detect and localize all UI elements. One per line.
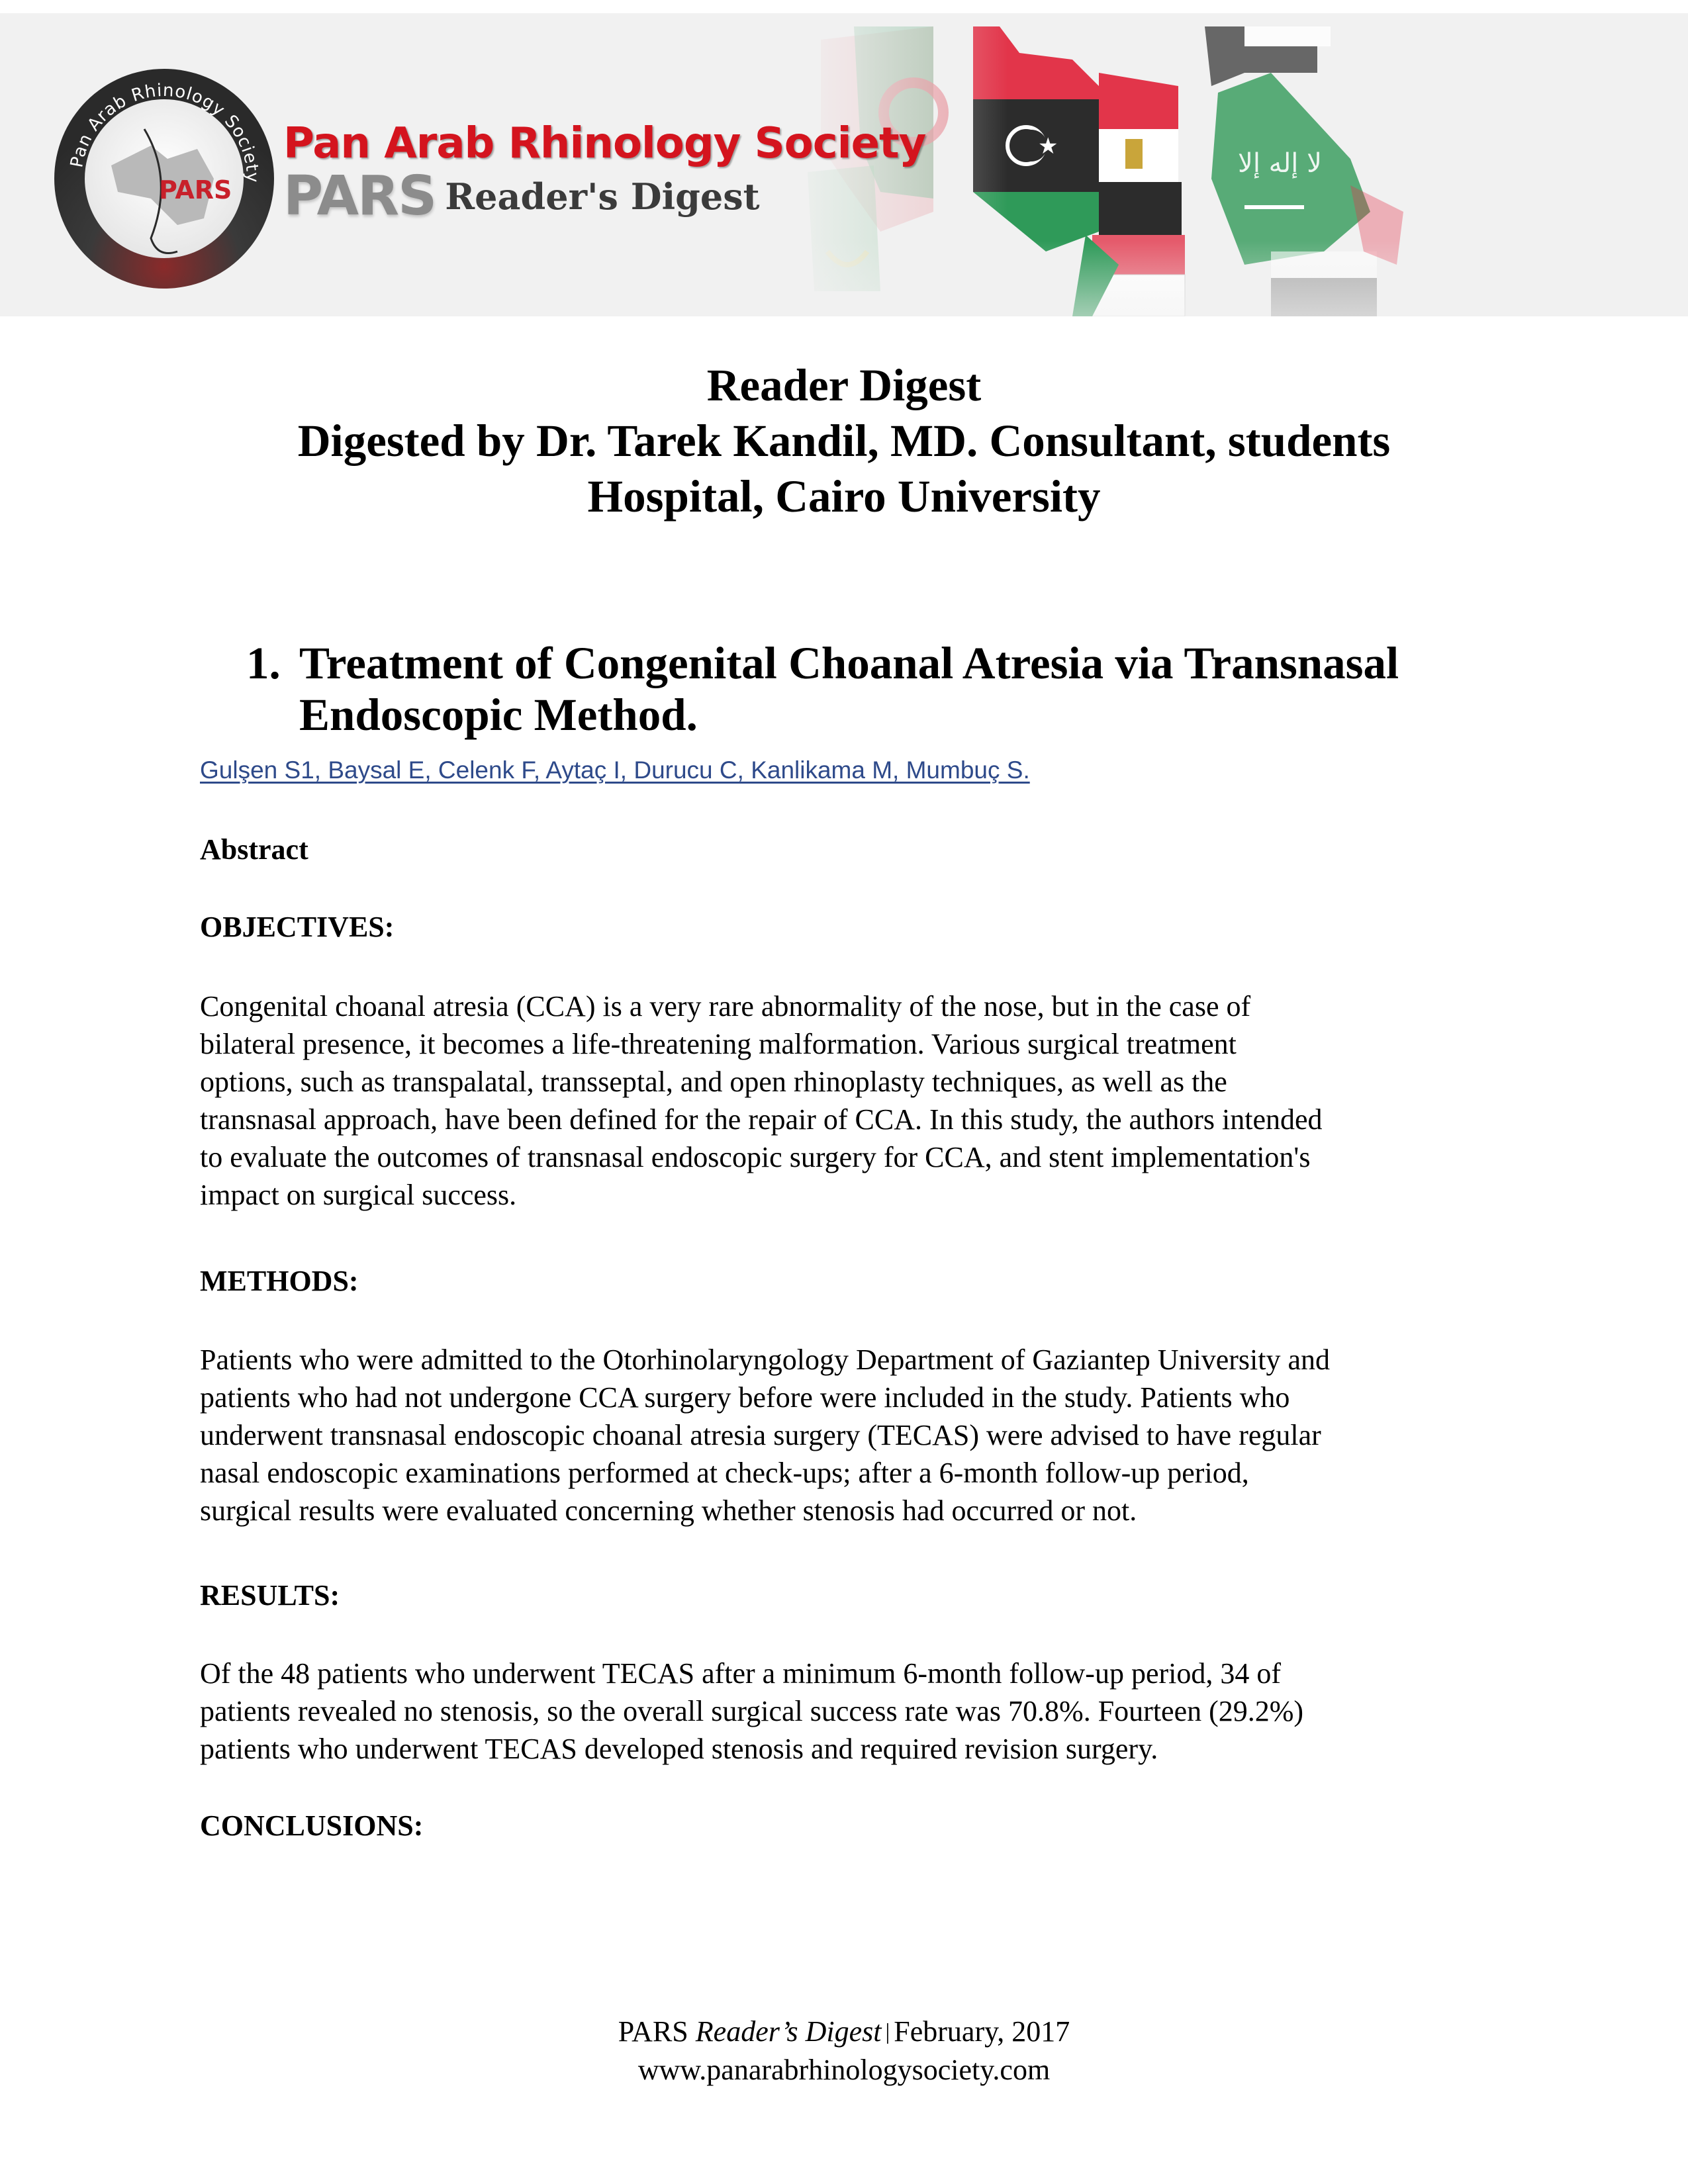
paragraph-line: Congenital choanal atresia (CCA) is a very rare abnormality of the nose, but in the case of	[200, 990, 1251, 1023]
banner-brand: PARS	[283, 165, 436, 228]
banner-title: Pan Arab Rhinology Society	[283, 119, 926, 168]
paragraph-line: bilateral presence, it becomes a life-threatening malformation. Various surgical treatment	[200, 1028, 1237, 1060]
paragraph-line: transnasal approach, have been defined for the repair of CCA. In this study, the authors intended	[200, 1103, 1323, 1136]
footer-website[interactable]: www.panarabrhinologysociety.com	[637, 2054, 1051, 2086]
methods-label: METHODS:	[200, 1265, 359, 1297]
footer-brand: PARS	[618, 2015, 688, 2048]
authors-link[interactable]: Gulşen S1, Baysal E, Celenk F, Aytaç I, Durucu C, Kanlikama M, Mumbuç S.	[200, 756, 1030, 784]
article-title-line: Endoscopic Method.	[299, 690, 698, 740]
page-footer	[0, 2014, 1688, 2088]
paragraph-line: Of the 48 patients who underwent TECAS after a minimum 6-month follow-up period, 34 of	[200, 1657, 1282, 1690]
footer-separator: |	[885, 2020, 890, 2044]
article-title-line: Treatment of Congenital Choanal Atresia via Transnasal	[299, 638, 1399, 688]
banner-subtitle	[283, 165, 760, 228]
objectives-label: OBJECTIVES:	[200, 911, 395, 943]
footer-publication: Reader’s Digest	[695, 2015, 882, 2048]
paragraph-line: Patients who were admitted to the Otorhinolaryngology Department of Gaziantep University and	[200, 1343, 1330, 1376]
paragraph-line: to evaluate the outcomes of transnasal endoscopic surgery for CCA, and stent implementation's	[200, 1141, 1311, 1173]
results-label: RESULTS:	[200, 1579, 340, 1612]
objectives-paragraph	[200, 987, 1524, 1214]
methods-paragraph	[200, 1341, 1524, 1529]
logo-ring-text: Pan Arab Rhinology Society	[67, 80, 263, 183]
paragraph-line: patients revealed no stenosis, so the overall surgical success rate was 70.8%. Fourteen (29.2%)	[200, 1695, 1304, 1727]
article-number: 1.	[246, 638, 281, 688]
results-paragraph	[200, 1655, 1524, 1768]
heading-digested-by: Digested by Dr. Tarek Kandil, MD. Consultant, students	[297, 416, 1391, 466]
heading-affiliation: Hospital, Cairo University	[587, 471, 1101, 522]
paragraph-line: options, such as transpalatal, transseptal, and open rhinoplasty techniques, as well as the	[200, 1066, 1227, 1098]
conclusions-label: CONCLUSIONS:	[200, 1809, 424, 1842]
logo-center-text: PARS	[159, 175, 232, 205]
heading-title: Reader Digest	[706, 360, 982, 410]
paragraph-line: patients who underwent TECAS developed stenosis and required revision surgery.	[200, 1733, 1158, 1765]
pars-logo-icon	[52, 66, 277, 291]
footer-date: February, 2017	[894, 2015, 1070, 2048]
page-heading	[0, 357, 1688, 524]
footer-publication-line	[0, 2014, 1688, 2052]
header-banner	[0, 13, 1688, 316]
paragraph-line: patients who had not undergone CCA surgery before were included in the study. Patients who	[200, 1381, 1290, 1414]
paragraph-line: nasal endoscopic examinations performed at check-ups; after a 6-month follow-up period,	[200, 1457, 1249, 1489]
abstract-label: Abstract	[200, 833, 308, 866]
banner-publication: Reader's Digest	[445, 175, 760, 218]
paragraph-line: underwent transnasal endoscopic choanal atresia surgery (TECAS) were advised to have regular	[200, 1419, 1321, 1451]
paragraph-line: impact on surgical success.	[200, 1179, 517, 1211]
paragraph-line: surgical results were evaluated concerning whether stenosis had occurred or not.	[200, 1494, 1137, 1527]
